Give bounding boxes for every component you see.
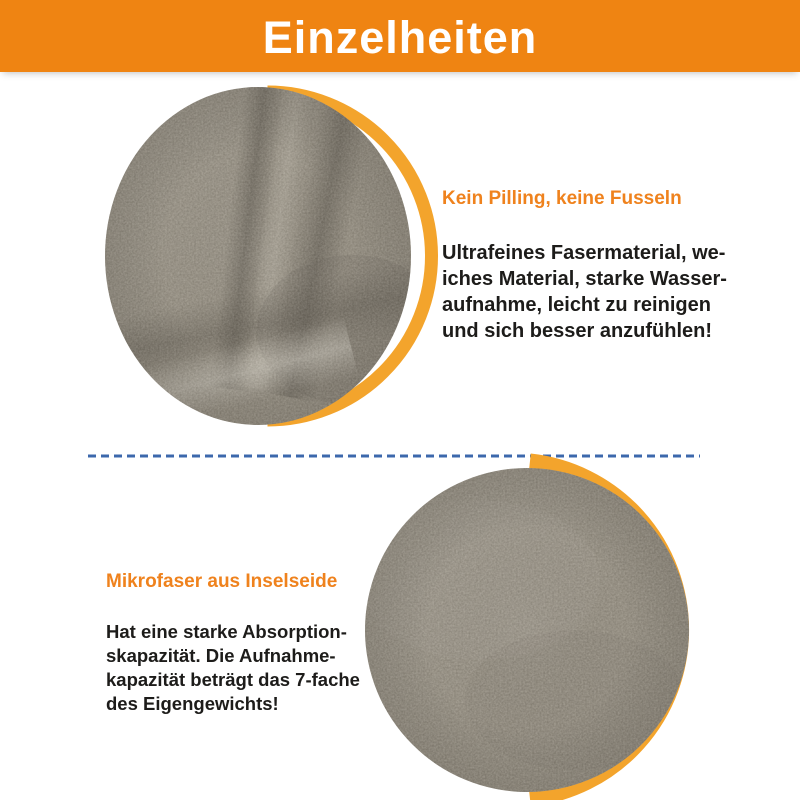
bottom-body-line: des Eigengewichts! [106,693,279,714]
top-body-line: und sich besser anzufühlen! [442,320,713,342]
fabric-photo-top [81,59,447,442]
top-heading: Kein Pilling, keine Fusseln [442,188,682,209]
bottom-body-text [106,620,436,716]
top-body-line: iches Material, starke Wasser- [442,268,727,290]
top-text-block [442,188,787,344]
top-body-text [442,240,787,344]
top-body-line: aufnahme, leicht zu reinigen [442,294,711,316]
bottom-heading: Mikrofaser aus Inselseide [106,571,338,592]
bottom-body-line: skapazität. Die Aufnahme- [106,645,336,666]
bottom-body-line: kapazität beträgt das 7-fache [106,669,360,690]
top-body-line: Ultrafeines Fasermaterial, we- [442,242,726,264]
bottom-body-line: Hat eine starke Absorption- [106,621,347,642]
bottom-text-block [106,570,436,716]
page-title: Einzelheiten [262,11,538,63]
